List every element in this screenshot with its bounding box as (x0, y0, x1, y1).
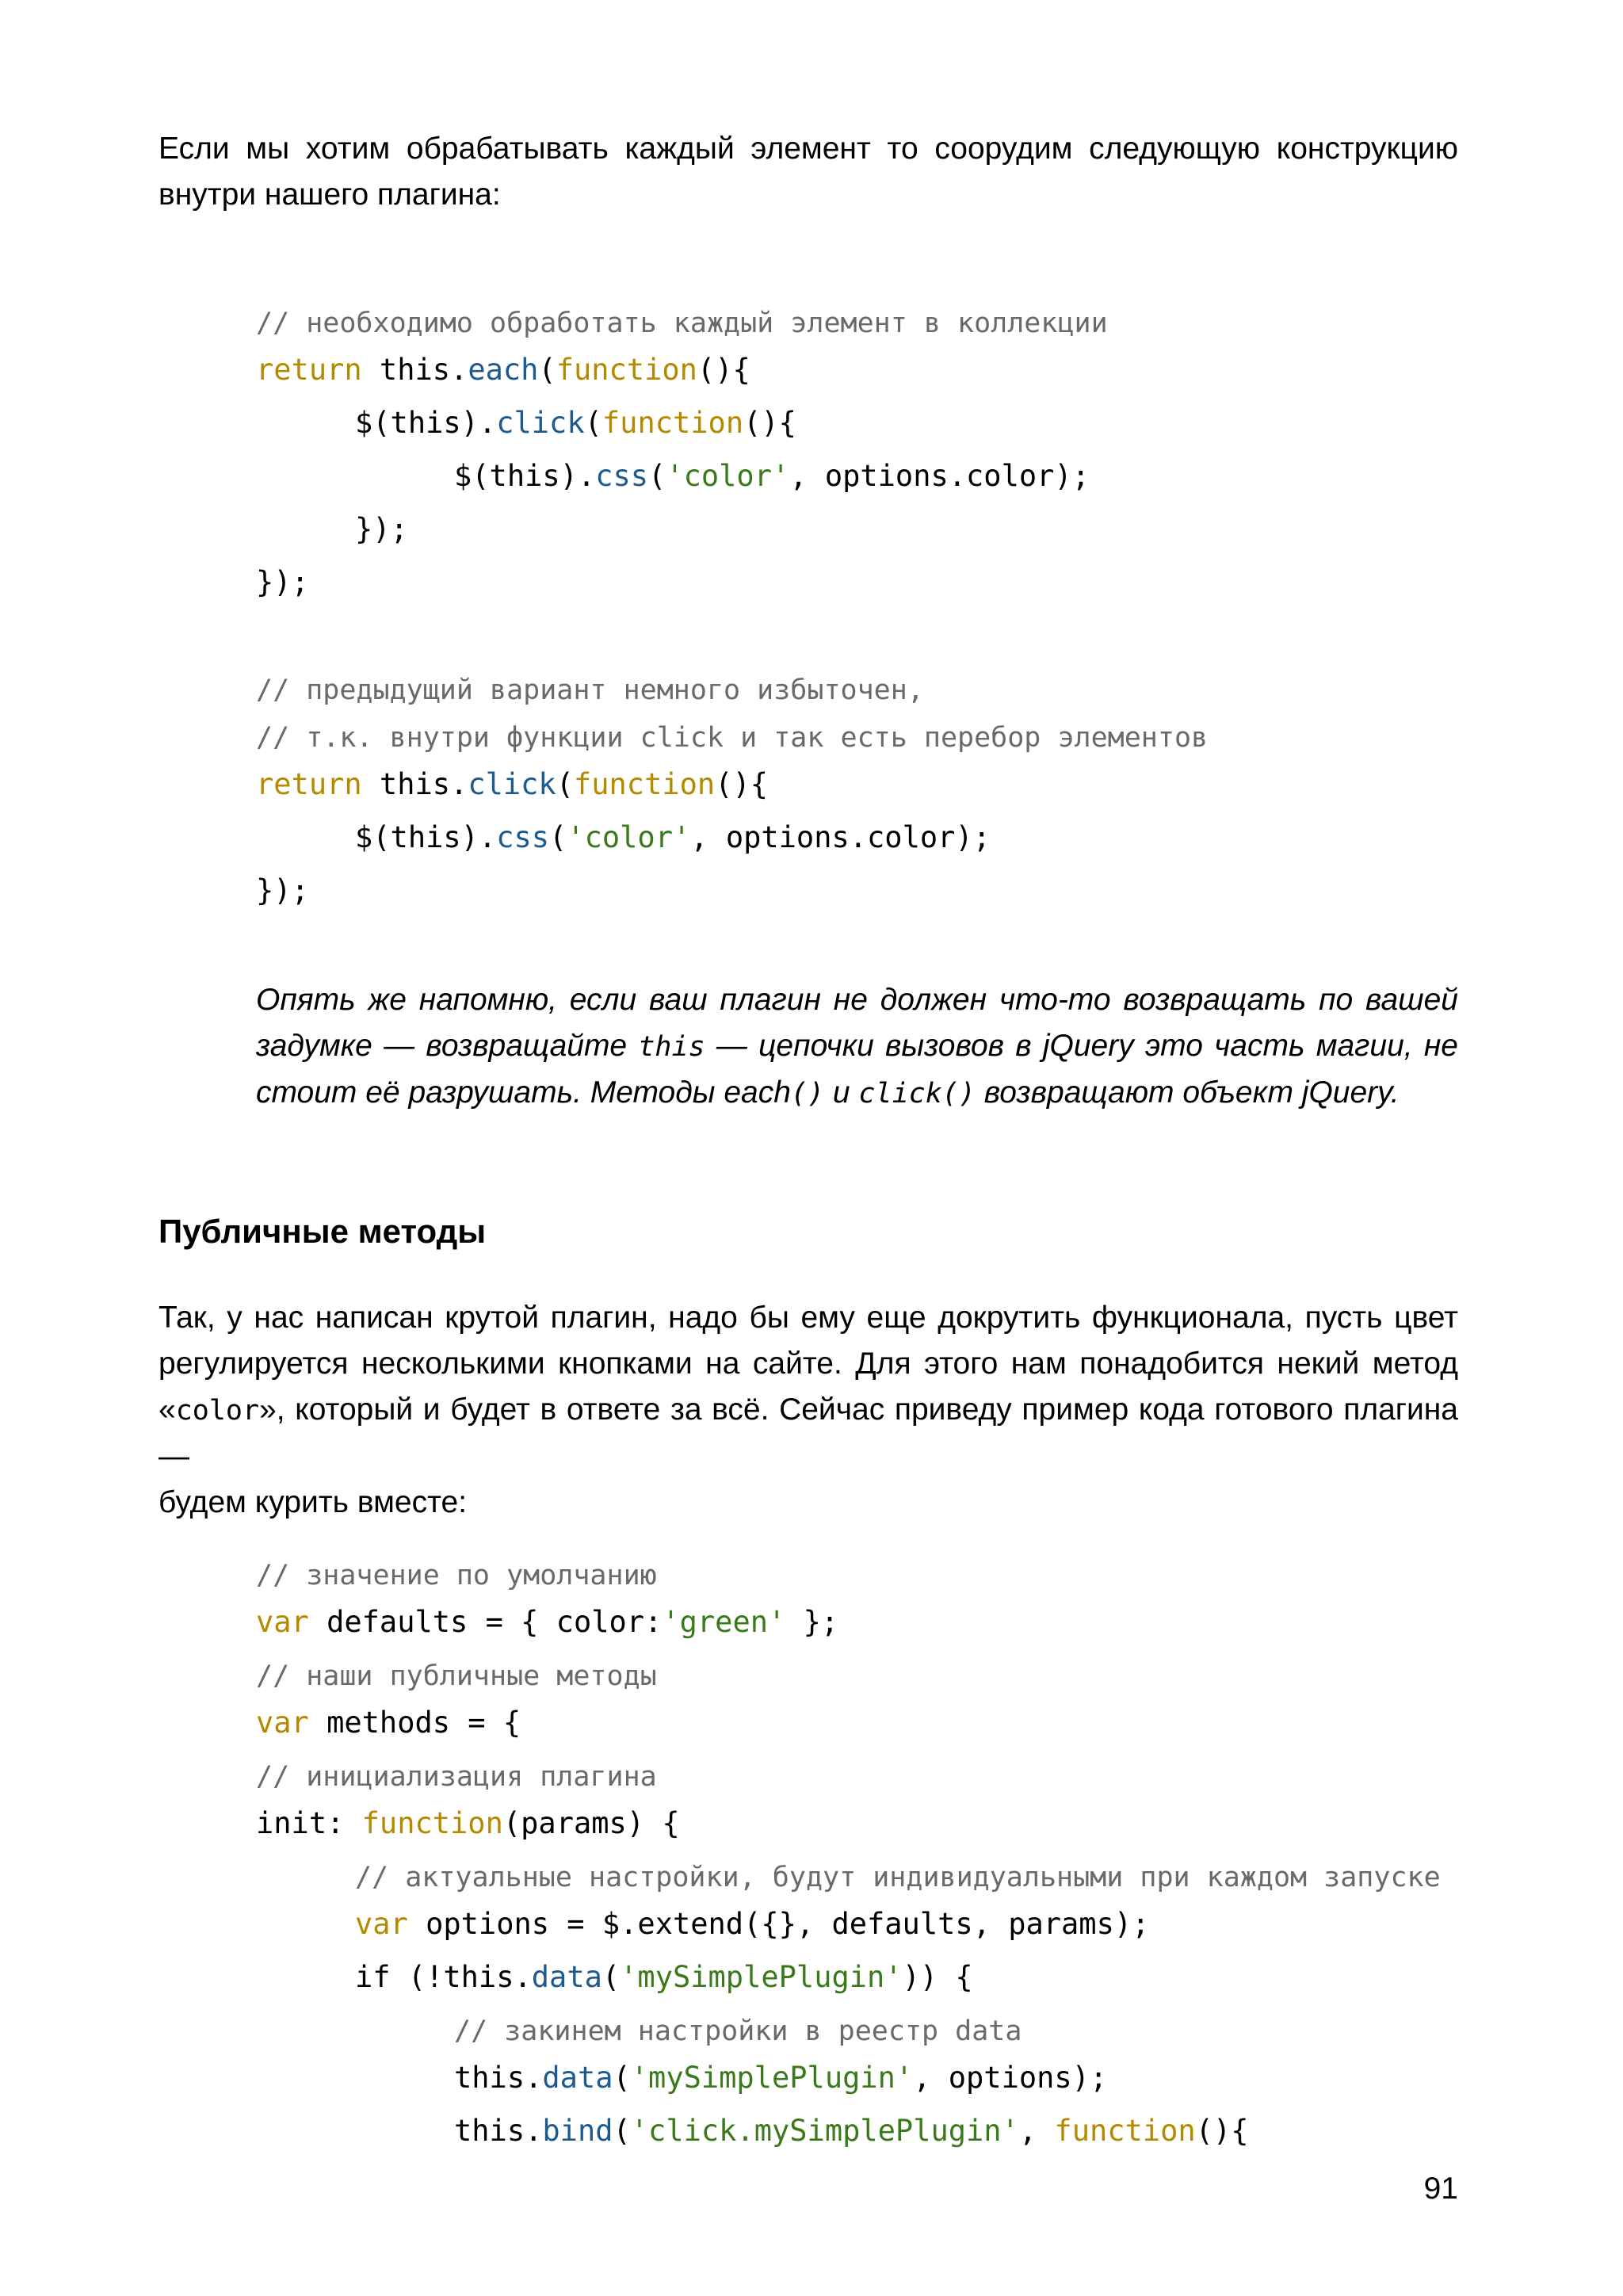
code-line (454, 2054, 1107, 2102)
para-text: « (158, 1392, 176, 1427)
code-comment: // т.к. внутри функции click и так есть перебор элементов (256, 722, 1209, 754)
code-text: options = $.extend({}, defaults, params); (407, 1907, 1150, 1941)
code-comment: // наши публичные методы (256, 1660, 657, 1692)
code-text: ( (549, 820, 567, 854)
string-literal: 'color' (567, 820, 691, 854)
para-text: », который и будет в ответе за всё. Сейчас приведу пример кода готового плагина — (158, 1392, 1458, 1473)
para2-line-1: Так, у нас написан крутой плагин, надо бы ему еще докрутить функционала, пусть цвет (158, 1301, 1458, 1335)
note-text: и (824, 1075, 859, 1110)
code-text: (){ (743, 406, 796, 440)
inline-code: () (790, 1078, 825, 1110)
method-name: bind (542, 2114, 613, 2148)
italic-note (256, 977, 1458, 1117)
code-text: (){ (1195, 2114, 1249, 2148)
code-text: (){ (715, 767, 769, 801)
code-text: , options.color); (690, 820, 991, 854)
code-line (454, 2007, 1022, 2054)
code-line (454, 453, 1090, 500)
code-line (256, 1551, 657, 1599)
code-comment: // предыдущий вариант немного избыточен, (256, 674, 924, 706)
code-text: , (1018, 2114, 1055, 2148)
code-line (256, 346, 750, 394)
inline-code: click() (858, 1078, 976, 1110)
code-text: (){ (697, 353, 750, 387)
code-text: this. (361, 767, 468, 801)
method-name: click (496, 406, 585, 440)
keyword: var (256, 1706, 309, 1740)
method-name: data (531, 1960, 602, 1994)
code-line (256, 867, 309, 915)
code-comment: // актуальные настройки, будут индивидуальными при каждом запуске (355, 1862, 1441, 1893)
string-literal: 'mySimplePlugin' (630, 2061, 914, 2095)
note-line-3 (256, 1070, 1458, 1117)
code-text: }); (256, 565, 309, 599)
para2-line-2: регулируется несколькими кнопками на сайте. Для этого нам понадобится некий метод (158, 1347, 1458, 1381)
code-line (355, 506, 408, 553)
code-text: (params) { (502, 1806, 680, 1840)
intro-line-1: Если мы хотим обрабатывать каждый элемент то соорудим следующую конструкцию (158, 132, 1458, 166)
code-text: }); (256, 873, 309, 907)
code-text: ( (613, 2061, 631, 2095)
code-text: ( (538, 353, 556, 387)
code-text: )) { (902, 1960, 973, 1994)
keyword: function (1054, 2114, 1196, 2148)
keyword: function (556, 353, 697, 387)
page-number: 91 (1423, 2172, 1458, 2206)
note-text: задумке — возвращайте (256, 1029, 639, 1063)
code-line (256, 666, 924, 713)
code-line (256, 559, 309, 606)
section-heading: Публичные методы (158, 1213, 487, 1250)
code-line (355, 1954, 973, 2001)
note-text: стоит её разрушать. Методы each (256, 1075, 791, 1110)
string-literal: 'mySimplePlugin' (620, 1960, 903, 1994)
code-text: ( (648, 459, 666, 493)
para2-line-3 (158, 1387, 1458, 1480)
code-line (256, 1599, 838, 1646)
inline-code: this (638, 1031, 705, 1063)
code-line (256, 1652, 657, 1699)
code-text: $(this). (454, 459, 596, 493)
code-text: ( (556, 767, 574, 801)
code-text: if (!this. (355, 1960, 532, 1994)
note-line-2 (256, 1023, 1458, 1070)
code-line (355, 1901, 1149, 1948)
keyword: function (573, 767, 716, 801)
code-line (355, 1853, 1441, 1901)
keyword: return (256, 353, 362, 387)
method-name: each (468, 353, 539, 387)
intro-paragraph (158, 126, 1458, 218)
code-line (256, 1800, 680, 1847)
code-line (454, 2107, 1248, 2155)
code-text: $(this). (355, 406, 497, 440)
note-line-1: Опять же напомню, если ваш плагин не должен что-то возвращать по вашей (256, 983, 1458, 1017)
method-name: data (542, 2061, 613, 2095)
code-line (256, 299, 1108, 346)
code-line (355, 399, 796, 447)
note-text: возвращают объект jQuery. (975, 1075, 1400, 1110)
keyword: function (361, 1806, 503, 1840)
code-text: }; (785, 1605, 839, 1639)
code-text: , options); (913, 2061, 1108, 2095)
public-methods-paragraph (158, 1295, 1458, 1526)
code-text: ( (613, 2114, 631, 2148)
method-name: css (595, 459, 649, 493)
para2-line-4: будем курить вместе: (158, 1485, 468, 1519)
code-line (256, 761, 768, 808)
code-text: this. (454, 2061, 543, 2095)
string-literal: 'click.mySimplePlugin' (630, 2114, 1019, 2148)
method-name: css (496, 820, 550, 854)
code-text: defaults = { color: (308, 1605, 663, 1639)
keyword: var (256, 1605, 309, 1639)
code-text: methods = { (308, 1706, 521, 1740)
code-line (355, 814, 991, 861)
code-text: init: (256, 1806, 362, 1840)
method-name: click (468, 767, 556, 801)
code-comment: // значение по умолчанию (256, 1560, 657, 1591)
code-text: , options.color); (789, 459, 1090, 493)
code-comment: // инициализация плагина (256, 1761, 657, 1793)
inline-code: color (175, 1395, 260, 1427)
keyword: var (355, 1907, 408, 1941)
code-text: }); (355, 512, 408, 546)
code-text: $(this). (355, 820, 497, 854)
code-comment: // закинем настройки в реестр data (454, 2015, 1022, 2047)
string-literal: 'green' (662, 1605, 786, 1639)
code-comment: // необходимо обработать каждый элемент в коллекции (256, 308, 1108, 339)
code-text: this. (361, 353, 468, 387)
keyword: function (601, 406, 744, 440)
string-literal: 'color' (666, 459, 790, 493)
code-line (256, 713, 1208, 761)
note-text: — цепочки вызовов в jQuery это часть магии, не (705, 1029, 1458, 1063)
intro-line-2: внутри нашего плагина: (158, 178, 501, 212)
code-text: ( (601, 1960, 621, 1994)
code-line (256, 1752, 657, 1800)
code-text: ( (584, 406, 602, 440)
code-text: this. (454, 2114, 543, 2148)
code-line (256, 1699, 521, 1747)
keyword: return (256, 767, 362, 801)
